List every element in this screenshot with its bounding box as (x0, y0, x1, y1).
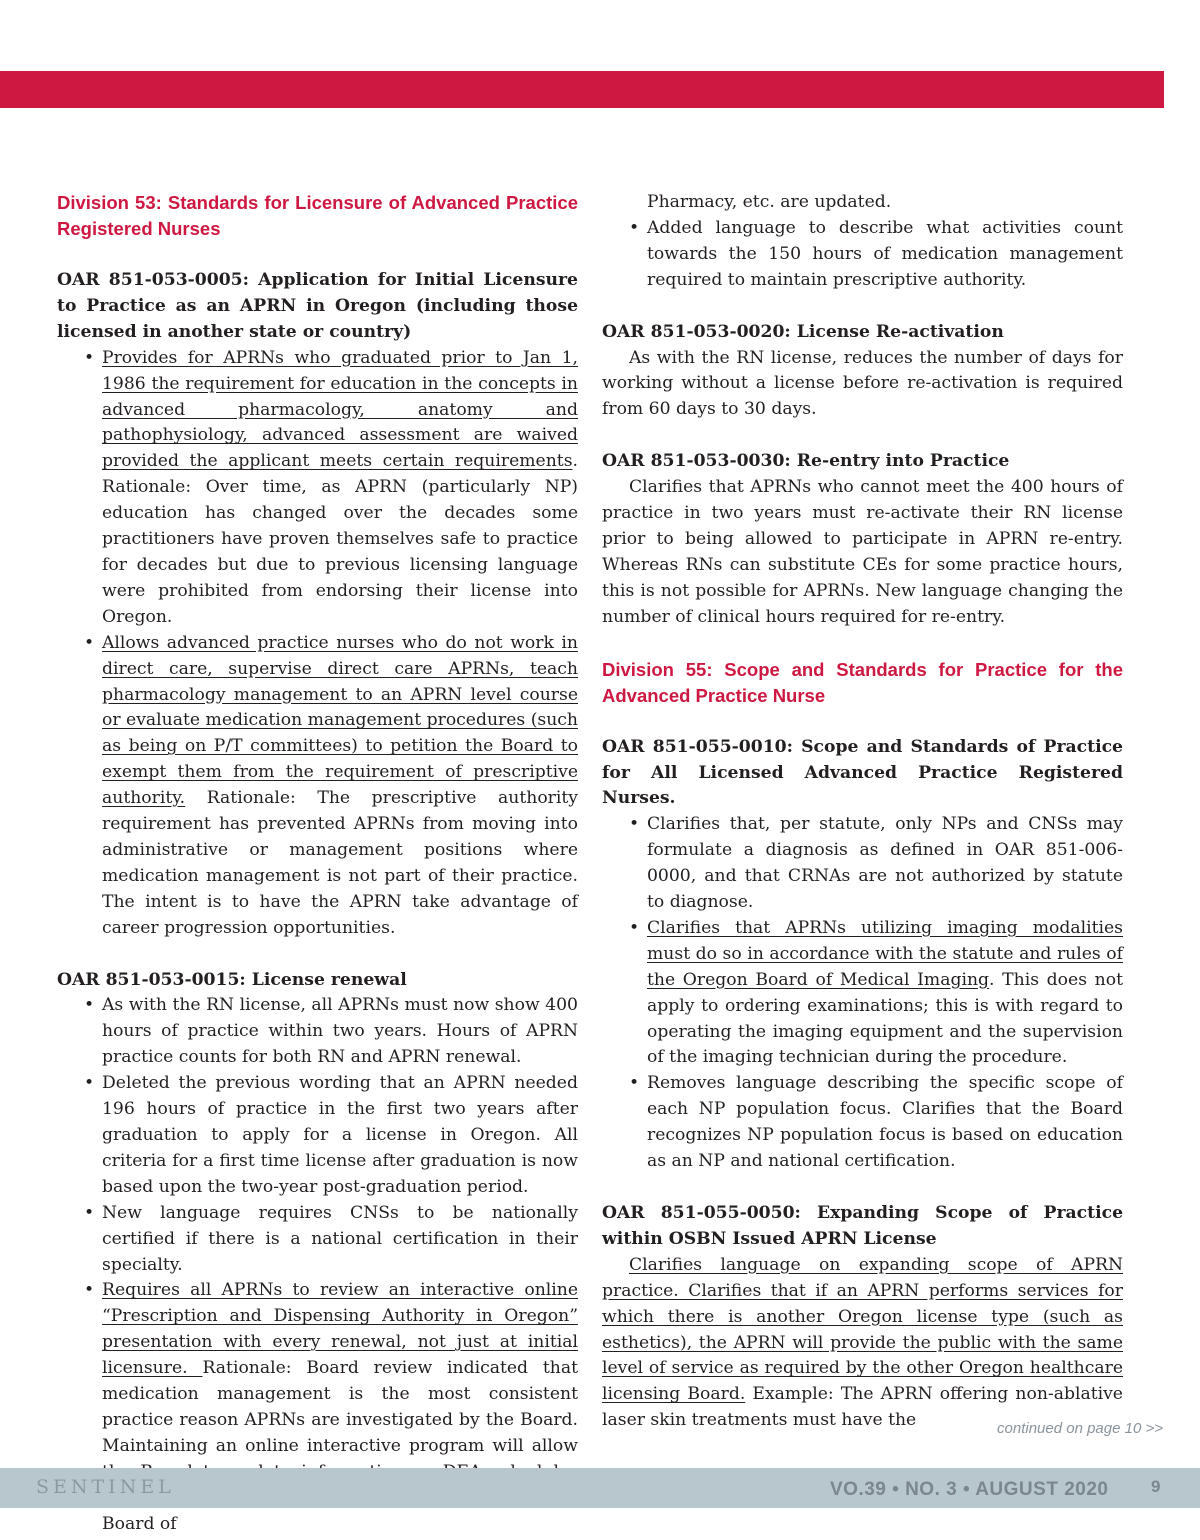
oar-0020-title: OAR 851-053-0020: License Re-activation (602, 321, 1004, 342)
list-item: • New language requires CNSs to be nationally certified if there is a national certification in their specialty. (57, 1201, 578, 1279)
oar-0015-title: OAR 851-053-0015: License renewal (57, 969, 407, 990)
bullet-text: Rationale: The prescriptive authority requirement has prevented APRNs from moving into administrative or management positions where medication management is not part of their practice. The intent is to have the APRN take advantage of career progression opportunities. (102, 788, 578, 938)
underlined-text: Clarifies that APRNs utilizing imaging modalities must do so in accordance with the statute and rules of the Oregon Board of Medical Imaging (647, 917, 1123, 990)
oar-0020-body: As with the RN license, reduces the number of days for working without a license before re-activation is required from 60 days to 30 days. (602, 347, 1123, 420)
sentinel-logo: SENTINEL (36, 1476, 175, 1498)
list-item: • Removes language describing the specific scope of each NP population focus. Clarifies that the Board recognizes NP population focus is based on education as an NP and national certification. (602, 1071, 1123, 1175)
header-color-band (0, 71, 1164, 108)
list-item: • Clarifies that, per statute, only NPs and CNSs may formulate a diagnosis as defined in OAR 851-006-0000, and that CRNAs are not authorized by statute to diagnose. (602, 812, 1123, 916)
list-item (57, 631, 578, 942)
oar-0005-title: OAR 851-053-0005: Application for Initial Licensure to Practice as an APRN in Oregon (including those licensed in another state or country) (57, 270, 578, 342)
bullet-text: . This does not apply to ordering examinations; this is with regard to operating the imaging equipment and the supervision of the imaging technician during the procedure. (647, 969, 1124, 1068)
page-number: 9 (1151, 1477, 1161, 1496)
underlined-text: Clarifies language on expanding scope of APRN practice. Clarifies that if an APRN performs services for which there is another Oregon license type (such as esthetics), the APRN will provide the public with the same level of service as required by the other Oregon healthcare licensing Board. (602, 1254, 1123, 1405)
list-item: • As with the RN license, all APRNs must now show 400 hours of practice within two years. Hours of APRN practice counts for both RN and APRN renewal. (57, 993, 578, 1071)
bullet-text: . Rationale: Over time, as APRN (particularly NP) education has changed over the decades some practitioners have proven themselves safe to practice for decades but due to previous licensing language were prohibited from endorsing their license into Oregon. (102, 451, 578, 627)
list-item-continued: Pharmacy, etc. are updated. (647, 192, 892, 212)
list-item: • Deleted the previous wording that an APRN needed 196 hours of practice in the first two years after graduation to apply for a license in Oregon. All criteria for a first time license after graduation is now based upon the two-year post-graduation period. (57, 1071, 578, 1201)
underlined-text: Allows advanced practice nurses who do not work in direct care, supervise direct care APRNs, teach pharmacology management to an APRN level course or evaluate medication management procedures (such as being on P/T committees) to petition the Board to exempt them from the requirement of prescriptive authority. (102, 632, 578, 809)
division-53-heading: Division 53: Standards for Licensure of Advanced Practice Registered Nurses (57, 192, 578, 239)
division-55-heading: Division 55: Scope and Standards for Practice for the Advanced Practice Nurse (602, 658, 1123, 706)
oar-0005-list (57, 346, 578, 942)
list-item (602, 916, 1123, 1071)
oar-0015-list (57, 993, 578, 1537)
body-text: Example: The APRN offering non-ablative laser skin treatments must have the (602, 1384, 1123, 1431)
oar-0050-title: OAR 851-055-0050: Expanding Scope of Practice within OSBN Issued APRN License (602, 1203, 1123, 1249)
continued-note: continued on page 10 >> (997, 1420, 1163, 1437)
right-column (602, 190, 1123, 1434)
oar-0030-title: OAR 851-053-0030: Re-entry into Practice (602, 451, 1010, 472)
bullet-text: Rationale: Board review indicated that medication management is the most consistent practice reason APRNs are investigated by the Board. Maintaining an online interactive program will allow Board of (102, 1358, 578, 1534)
oar-0050-body (602, 1253, 1123, 1434)
oar-0015-list-continued (602, 190, 1123, 294)
list-item: • Added language to describe what activities count towards the 150 hours of medication management required to maintain prescriptive authority. (602, 216, 1123, 294)
oar-0010-title: OAR 851-055-0010: Scope and Standards of Practice for All Licensed Advanced Practice Registered Nurses. (602, 736, 1123, 809)
list-item (57, 346, 578, 631)
oar-0010-list (602, 812, 1123, 1175)
underlined-text: Provides for APRNs who graduated prior to Jan 1, 1986 the requirement for education in the concepts in advanced pharmacology, anatomy and pathophysiology, advanced assessment are waived provided the applicant meets certain requirements (102, 347, 578, 472)
issue-info: VO.39 • NO. 3 • AUGUST 2020 (830, 1479, 1109, 1500)
underlined-text: Requires all APRNs to review an interactive online “Prescription and Dispensing Authority in Oregon” presentation with every renewal, not just at initial licensure. (102, 1280, 578, 1379)
footer-band (0, 1468, 1200, 1508)
left-column (57, 190, 578, 1538)
oar-0030-body: Clarifies that APRNs who cannot meet the 400 hours of practice in two years must re-activate their RN license prior to being allowed to participate in APRN re-entry. Whereas RNs can substitute CEs for some practice hours, this is not possible for APRNs. New language changing the number of clinical hours required for re-entry. (602, 477, 1123, 627)
